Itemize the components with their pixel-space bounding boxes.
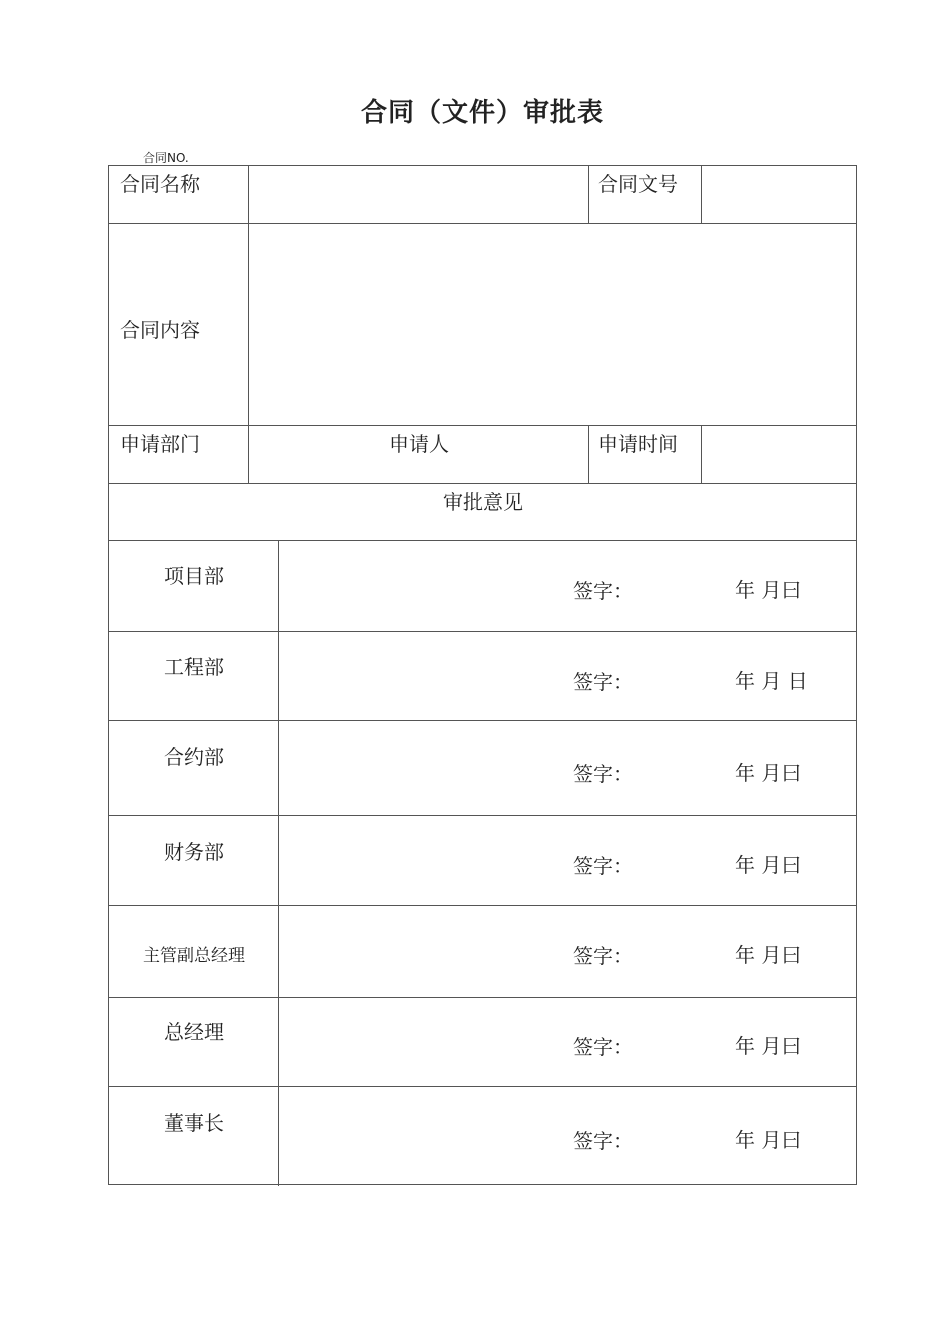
date-label: 年 月曰 bbox=[735, 1128, 802, 1152]
date-label: 年 月曰 bbox=[735, 578, 802, 602]
contract-name-label: 合同名称 bbox=[120, 172, 200, 196]
column-divider bbox=[278, 540, 279, 1186]
row-divider bbox=[109, 223, 856, 224]
column-divider bbox=[588, 425, 589, 483]
row-divider bbox=[109, 631, 856, 632]
contract-content-field[interactable] bbox=[250, 225, 856, 424]
apply-time-label: 申请时间 bbox=[598, 432, 678, 456]
signature-label: 签字： bbox=[573, 762, 633, 786]
column-divider bbox=[588, 166, 589, 223]
approval-section-label: 审批意见 bbox=[443, 490, 523, 514]
row-divider bbox=[109, 483, 856, 484]
approval-dept-label: 主管副总经理 bbox=[143, 946, 245, 966]
row-divider bbox=[109, 997, 856, 998]
column-divider bbox=[701, 425, 702, 483]
approval-dept-label: 合约部 bbox=[164, 745, 224, 769]
row-divider bbox=[109, 905, 856, 906]
date-label: 年 月曰 bbox=[735, 943, 802, 967]
contract-number-label: 合同文号 bbox=[598, 172, 678, 196]
date-label: 年 月曰 bbox=[735, 761, 802, 785]
signature-label: 签字： bbox=[573, 670, 633, 694]
approval-dept-label: 财务部 bbox=[164, 840, 224, 864]
signature-label: 签字： bbox=[573, 1129, 633, 1153]
approval-dept-label: 项目部 bbox=[164, 564, 224, 588]
form-title: 合同（文件）审批表 bbox=[360, 98, 604, 128]
date-label: 年 月 日 bbox=[735, 669, 808, 693]
row-divider bbox=[109, 1086, 856, 1087]
contract-no-label: 合同NO. bbox=[143, 151, 189, 165]
signature-label: 签字： bbox=[573, 579, 633, 603]
contract-content-label: 合同内容 bbox=[120, 318, 200, 342]
column-divider bbox=[701, 166, 702, 223]
row-divider bbox=[109, 720, 856, 721]
contract-number-field[interactable] bbox=[703, 167, 856, 222]
signature-label: 签字： bbox=[573, 944, 633, 968]
date-label: 年 月曰 bbox=[735, 853, 802, 877]
signature-label: 签字： bbox=[573, 1035, 633, 1059]
signature-label: 签字： bbox=[573, 854, 633, 878]
approval-dept-label: 总经理 bbox=[164, 1020, 224, 1044]
approval-dept-label: 董事长 bbox=[164, 1111, 224, 1135]
apply-department-label: 申请部门 bbox=[120, 432, 200, 456]
column-divider bbox=[248, 166, 249, 483]
row-divider bbox=[109, 815, 856, 816]
date-label: 年 月曰 bbox=[735, 1034, 802, 1058]
contract-name-field[interactable] bbox=[250, 167, 587, 222]
applicant-label: 申请人 bbox=[389, 432, 449, 456]
apply-time-field[interactable] bbox=[703, 426, 856, 482]
approval-dept-label: 工程部 bbox=[164, 655, 224, 679]
row-divider bbox=[109, 540, 856, 541]
approval-form-table bbox=[108, 165, 857, 1185]
